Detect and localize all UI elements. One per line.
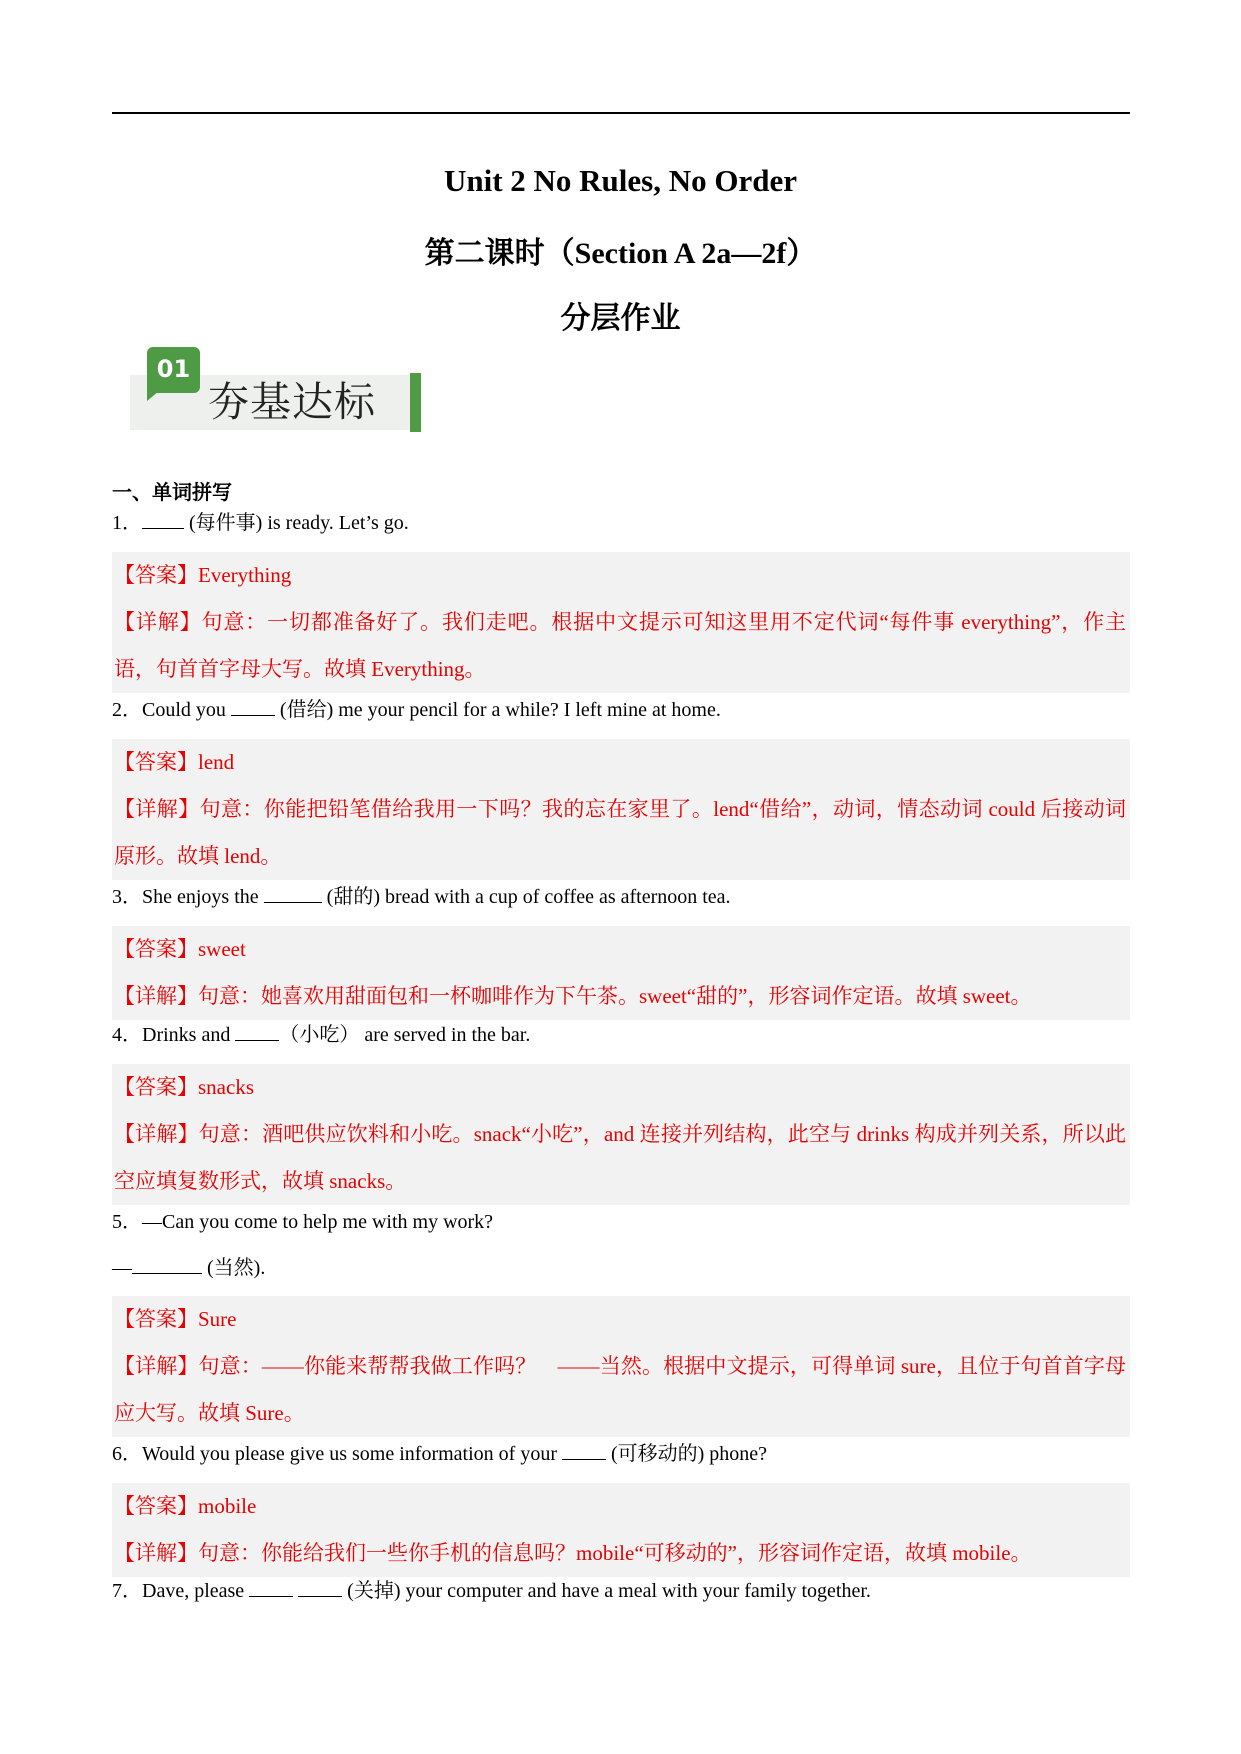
answer-value: Sure — [198, 1307, 237, 1331]
detail-text — [112, 599, 1130, 693]
detail-tag: 【详解】 — [114, 984, 198, 1008]
question-3 — [112, 883, 1132, 911]
question-text: (可移动的) phone? — [605, 1443, 768, 1465]
answer-tag: 【答案】 — [114, 1307, 198, 1331]
answer-blank — [249, 1578, 293, 1597]
question-text: (甜的) bread with a cup of coffee as afternoon tea. — [321, 886, 731, 908]
answer-value: mobile — [198, 1494, 257, 1518]
answer-box-3 — [112, 926, 1130, 1020]
answer-tag: 【答案】 — [114, 1075, 198, 1099]
answer-blank — [562, 1441, 606, 1460]
badge-label: 夯基达标 — [208, 378, 376, 426]
lesson-subtitle: 第二课时（Section A 2a—2f） — [424, 237, 817, 270]
answer-line — [112, 739, 1130, 786]
answer-value: snacks — [198, 1075, 254, 1099]
question-text: (借给) me your pencil for a while? I left mine at home. — [274, 699, 721, 721]
question-number: 1． — [112, 512, 142, 534]
header-rule — [112, 112, 1130, 114]
question-text: （小吃） are served in the bar. — [279, 1024, 531, 1046]
answer-line — [112, 926, 1130, 973]
answer-tag: 【答案】 — [114, 563, 198, 587]
answer-box-4 — [112, 1064, 1130, 1205]
question-number: 5． — [112, 1211, 142, 1233]
question-text-pre: Drinks and — [142, 1024, 236, 1046]
answer-value: sweet — [198, 937, 246, 961]
section-heading: 一、单词拼写 — [112, 482, 232, 504]
question-text: (每件事) is ready. Let’s go. — [184, 512, 409, 534]
answer-line — [112, 552, 1130, 599]
detail-tag: 【详解】 — [114, 1354, 199, 1378]
answer-value: Everything — [198, 563, 292, 587]
detail-text — [112, 1111, 1130, 1205]
badge-number: 01 — [147, 347, 200, 393]
question-text-pre: Dave, please — [142, 1580, 250, 1602]
answer-blank — [132, 1255, 202, 1274]
homework-subtitle: 分层作业 — [560, 302, 681, 335]
answer-tag: 【答案】 — [114, 750, 198, 774]
question-1 — [112, 509, 1132, 537]
detail-tag: 【详解】 — [114, 610, 202, 634]
answer-line — [112, 1064, 1130, 1111]
question-5-line-2 — [112, 1254, 1132, 1282]
answer-value: lend — [198, 750, 235, 774]
question-text-pre: Would you please give us some information of your — [142, 1443, 562, 1465]
question-text-pre: Could you — [142, 699, 231, 721]
detail-text — [112, 1343, 1130, 1437]
question-text: (当然). — [202, 1257, 266, 1279]
question-6 — [112, 1440, 1132, 1468]
answer-blank — [298, 1578, 342, 1597]
detail-body: 句意：你能给我们一些你手机的信息吗？mobile“可移动的”，形容词作定语，故填 mobile。 — [198, 1541, 1032, 1565]
answer-line — [112, 1296, 1130, 1343]
answer-tag: 【答案】 — [114, 937, 198, 961]
question-text: —Can you come to help me with my work? — [142, 1211, 494, 1233]
detail-tag: 【详解】 — [114, 1122, 199, 1146]
question-2 — [112, 696, 1132, 724]
answer-blank — [231, 697, 275, 716]
detail-body: 句意：她喜欢用甜面包和一杯咖啡作为下午茶。sweet“甜的”，形容词作定语。故填 sweet。 — [198, 984, 1032, 1008]
answer-box-5 — [112, 1296, 1130, 1437]
answer-tag: 【答案】 — [114, 1494, 198, 1518]
question-number: 2． — [112, 699, 142, 721]
question-number: 3． — [112, 886, 142, 908]
badge-tail-shape — [147, 391, 159, 401]
answer-blank — [264, 884, 322, 903]
detail-body: 句意：你能把铅笔借给我用一下吗？我的忘在家里了。lend“借给”，动词，情态动词 could 后接动词原形。故填 lend。 — [114, 797, 1127, 868]
answer-line — [112, 1483, 1130, 1530]
question-4 — [112, 1021, 1132, 1049]
detail-body: 句意：酒吧供应饮料和小吃。snack“小吃”，and 连接并列结构，此空与 drinks 构成并列关系，所以此空应填复数形式，故填 snacks。 — [114, 1122, 1126, 1193]
answer-box-1 — [112, 552, 1130, 693]
question-number: 7． — [112, 1580, 142, 1602]
detail-text — [112, 973, 1130, 1020]
detail-text — [112, 1530, 1130, 1577]
detail-text — [112, 786, 1130, 880]
question-number: 4． — [112, 1024, 142, 1046]
dash: — — [112, 1257, 132, 1279]
question-text: (关掉) your computer and have a meal with your family together. — [342, 1580, 871, 1602]
answer-box-6 — [112, 1483, 1130, 1577]
question-7 — [112, 1577, 1132, 1605]
question-text-pre: She enjoys the — [142, 886, 264, 908]
question-5 — [112, 1208, 1132, 1236]
detail-tag: 【详解】 — [114, 1541, 198, 1565]
section-badge — [130, 347, 426, 433]
badge-accent-bar — [410, 373, 421, 432]
detail-tag: 【详解】 — [114, 797, 200, 821]
question-number: 6． — [112, 1443, 142, 1465]
detail-body: 句意：——你能来帮帮我做工作吗？ ——当然。根据中文提示，可得单词 sure，且位于句首首字母应大写。故填 Sure。 — [114, 1354, 1127, 1425]
detail-body: 句意：一切都准备好了。我们走吧。根据中文提示可知这里用不定代词“每件事 everything”，作主语，句首首字母大写。故填 Everything。 — [114, 610, 1127, 681]
answer-box-2 — [112, 739, 1130, 880]
document-title: Unit 2 No Rules, No Order — [443, 163, 798, 198]
answer-blank — [142, 510, 184, 529]
answer-blank — [235, 1022, 279, 1041]
